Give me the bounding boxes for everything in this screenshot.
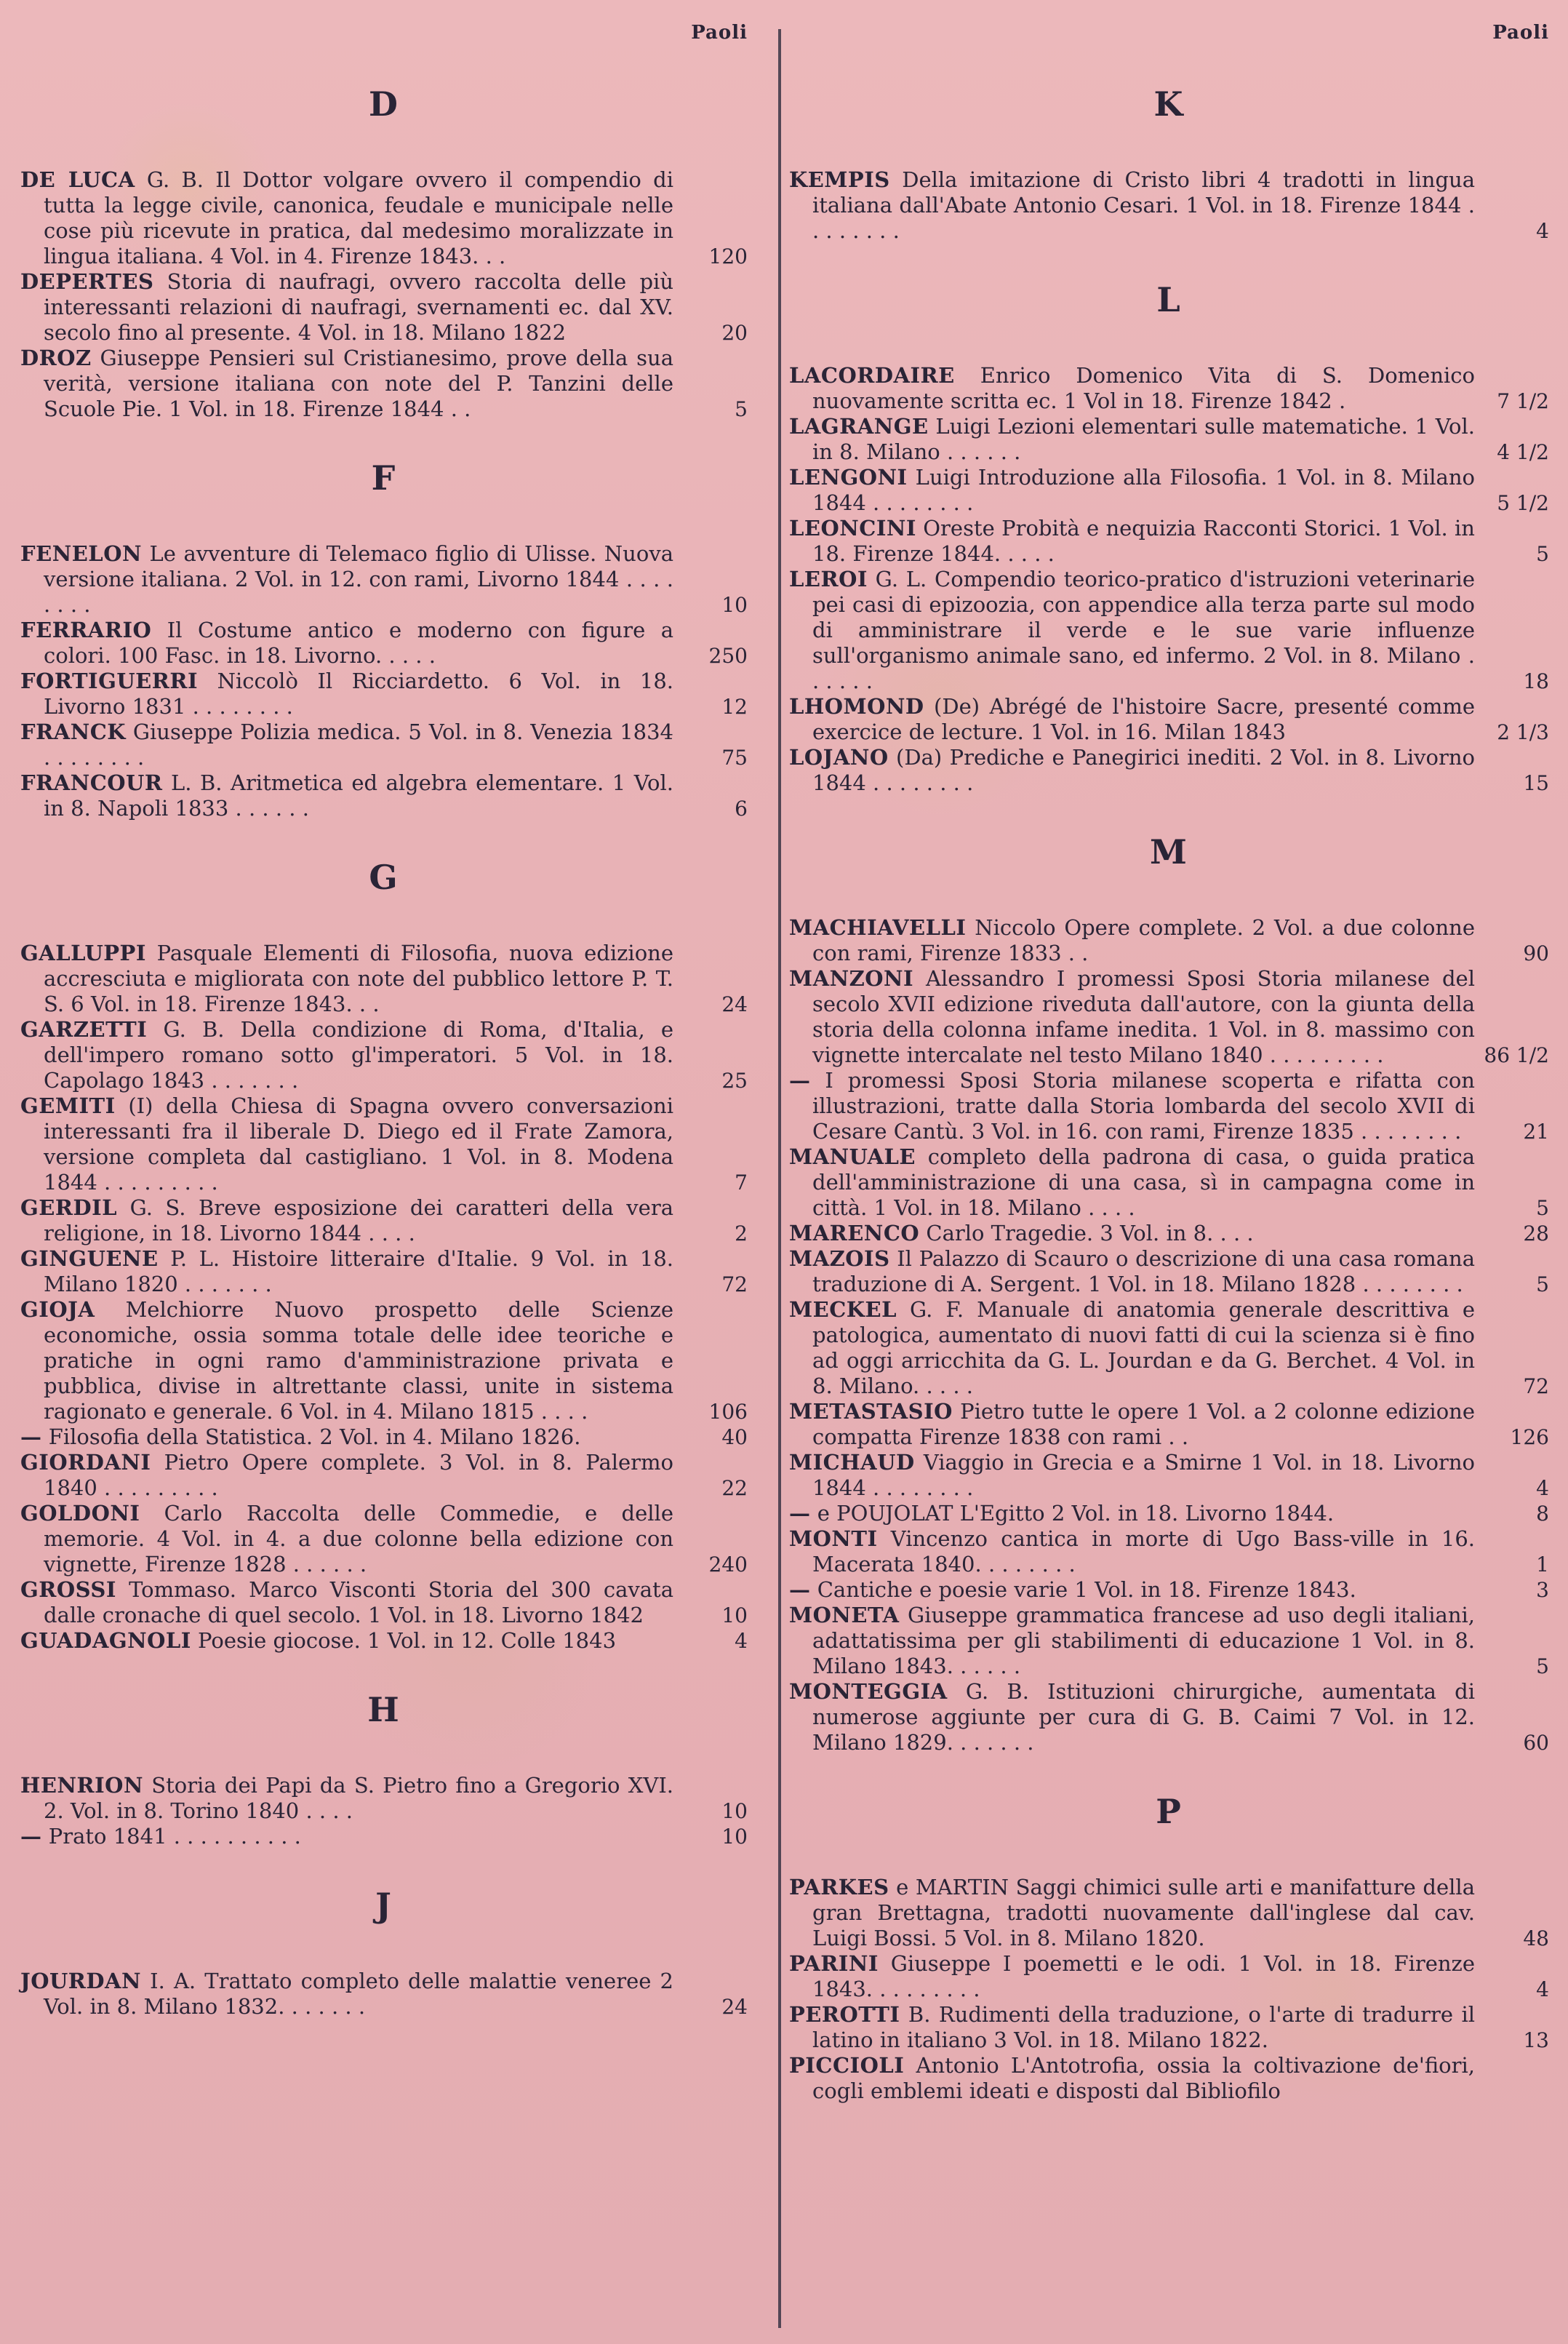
entry-author: METASTASIO [789, 1399, 953, 1424]
entry-text: Giuseppe Polizia medica. 5 Vol. in 8. Venezia 1834 . . . . . . . . [44, 719, 673, 770]
price-column-header-right: Paoli [1492, 22, 1549, 44]
catalog-entry [789, 1501, 1549, 1526]
entry-price: 4 [735, 1629, 748, 1653]
catalog-entry [20, 167, 748, 269]
section-g [20, 858, 748, 1654]
entry-text: Giuseppe Pensieri sul Cristianesimo, prove della sua verità, versione italiana con note del P. Tanzini delle Scuole Pie. 1 Vol. in 18. Firenze 1844 . . [44, 346, 673, 421]
entry-description [789, 966, 1475, 1068]
entry-text: completo della padrona di casa, o guida pratica dell'amministrazione di una casa, sì in campagna come in città. 1 Vol. in 18. Milano . . . . [812, 1144, 1475, 1220]
entry-description [789, 414, 1475, 465]
entry-author: DEPERTES [20, 269, 154, 294]
entry-description [789, 2002, 1475, 2053]
section-letter: M [1150, 832, 1188, 872]
entry-description [20, 1501, 673, 1577]
entry-price: 5 1/2 [1497, 491, 1549, 515]
catalog-entry [20, 1017, 748, 1093]
entry-description [789, 1450, 1475, 1501]
entry-text: Pietro tutte le opere 1 Vol. a 2 colonne edizione compatta Firenze 1838 con rami . . [812, 1399, 1475, 1449]
section-l [789, 280, 1549, 796]
catalog-entry [789, 1526, 1549, 1577]
entry-description [20, 1773, 673, 1824]
entry-text: Cantiche e poesie varie 1 Vol. in 18. Firenze 1843. [810, 1577, 1356, 1602]
entry-text: G. F. Manuale di anatomia generale descrittiva e patologica, aumentato di nuovi fatti di cui la scienza si è fino ad oggi arricchita da G. L. Jourdan e da G. Berchet. 4 Vol. in 8. Milano. . . . . [812, 1297, 1475, 1398]
entry-price: 250 [708, 644, 748, 668]
catalog-entry [789, 1951, 1549, 2002]
entry-author: MICHAUD [789, 1450, 915, 1475]
entry-author: FRANCOUR [20, 770, 163, 795]
entry-text: Giuseppe I poemetti e le odi. 1 Vol. in 18. Firenze 1843. . . . . . . . . [812, 1951, 1475, 2001]
right-column [789, 22, 1549, 2104]
entry-text: Il Costume antico e moderno con figure a colori. 100 Fasc. in 18. Livorno. . . . . [44, 618, 673, 668]
entry-author: LAGRANGE [789, 414, 929, 439]
section-letter: L [1156, 280, 1182, 319]
section-letter: K [1153, 84, 1185, 124]
entry-author: GEMITI [20, 1093, 116, 1118]
entry-author: LOJANO [789, 745, 889, 770]
entry-text: Viaggio in Grecia e a Smirne 1 Vol. in 18. Livorno 1844 . . . . . . . . [812, 1450, 1475, 1500]
catalog-entry [20, 1424, 748, 1450]
catalog-entry [20, 1824, 748, 1849]
entry-description [789, 1246, 1475, 1297]
entry-description [789, 1526, 1475, 1577]
entry-text: Antonio L'Antotrofia, ossia la coltivazione de'fiori, cogli emblemi ideati e disposti dal Bibliofilo [812, 2053, 1475, 2103]
entry-text: Pasquale Elementi di Filosofia, nuova edizione accresciuta e migliorata con note del pubblico lettore P. T. S. 6 Vol. in 18. Firenze 1843. . . [44, 941, 673, 1016]
entry-description [789, 1875, 1475, 1951]
entry-description [789, 2053, 1475, 2104]
entry-author: MACHIAVELLI [789, 915, 967, 940]
catalog-entry [789, 745, 1549, 796]
entry-price: 10 [721, 1825, 748, 1849]
entry-author: — [789, 1577, 811, 1602]
entry-author: GERDIL [20, 1195, 118, 1220]
section-letter: G [369, 858, 399, 897]
section-d [20, 84, 748, 422]
entry-author: — [20, 1824, 42, 1849]
entry-description [20, 167, 673, 269]
entry-author: MONTI [789, 1526, 878, 1551]
catalog-entry [789, 1297, 1549, 1399]
entry-price: 8 [1536, 1502, 1549, 1526]
entry-price: 5 [1536, 1196, 1549, 1220]
entry-text: e POUJOLAT L'Egitto 2 Vol. in 18. Livorno 1844. [810, 1501, 1335, 1526]
catalog-entry [20, 1297, 748, 1424]
entry-price: 5 [735, 397, 748, 421]
entry-price: 2 1/3 [1497, 720, 1549, 744]
entry-text: (Da) Prediche e Panegirici inediti. 2 Vol. in 8. Livorno 1844 . . . . . . . . [812, 745, 1475, 795]
entry-text: Enrico Domenico Vita di S. Domenico nuovamente scritta ec. 1 Vol in 18. Firenze 1842 . [812, 363, 1475, 413]
entry-price: 126 [1510, 1425, 1549, 1449]
entry-text: Melchiorre Nuovo prospetto delle Scienze economiche, ossia somma totale delle idee teoriche e pratiche in ogni ramo d'amministrazione privata e pubblica, divise in altrettante classi, unite in sistema ragionato e generale. 6 Vol. in 4. Milano 1815 . . . . [44, 1297, 673, 1424]
entry-text: I promessi Sposi Storia milanese scoperta e rifatta con illustrazioni, tratte dalla Storia lombarda del secolo XVII di Cesare Cantù. 3 Vol. in 16. con rami, Firenze 1835 . . . . . . . . [810, 1068, 1475, 1144]
entry-author: MANZONI [789, 966, 914, 991]
entry-price: 5 [1536, 542, 1549, 566]
entry-author: FENELON [20, 541, 142, 566]
entry-description [789, 1577, 1475, 1603]
entry-price: 10 [721, 1603, 748, 1627]
entry-description [20, 1017, 673, 1093]
entry-price: 5 [1536, 1654, 1549, 1678]
entry-text: L. B. Aritmetica ed algebra elementare. 1 Vol. in 8. Napoli 1833 . . . . . . [44, 770, 673, 821]
section-f [20, 458, 748, 821]
section-m [789, 832, 1549, 1755]
entry-author: FRANCK [20, 719, 126, 744]
catalog-entry [20, 719, 748, 770]
entry-author: GARZETTI [20, 1017, 148, 1042]
catalog-entry [20, 1773, 748, 1824]
entry-text: G. S. Breve esposizione dei caratteri della vera religione, in 18. Livorno 1844 . . . . [44, 1195, 673, 1245]
entry-description [789, 915, 1475, 966]
entry-description [20, 1969, 673, 2020]
entry-author: — [789, 1501, 811, 1526]
entry-author: PEROTTI [789, 2002, 900, 2027]
entry-price: 4 [1536, 1476, 1549, 1500]
catalog-entry [20, 669, 748, 719]
entry-price: 20 [721, 321, 748, 345]
entry-description [789, 1399, 1475, 1450]
entry-price: 86 1/2 [1484, 1043, 1549, 1067]
entry-author: PARINI [789, 1951, 879, 1976]
entry-text: Della imitazione di Cristo libri 4 tradotti in lingua italiana dall'Abate Antonio Cesari. 1 Vol. in 18. Firenze 1844 . . . . . . . . [812, 167, 1475, 243]
entry-author: GOLDONI [20, 1501, 140, 1526]
entry-price: 1 [1536, 1552, 1549, 1576]
entry-text: G. B. Della condizione di Roma, d'Italia, e dell'impero romano sotto gl'imperatori. 5 Vol. in 18. Capolago 1843 . . . . . . . [44, 1017, 673, 1093]
catalog-entry [20, 346, 748, 422]
entry-price: 15 [1523, 771, 1549, 795]
entry-description [20, 669, 673, 719]
entry-author: — [20, 1424, 42, 1449]
entry-description [20, 1577, 673, 1628]
entry-author: PICCIOLI [789, 2053, 905, 2078]
entry-description [789, 1297, 1475, 1399]
entry-author: LHOMOND [789, 694, 924, 719]
entry-author: FORTIGUERRI [20, 669, 199, 693]
entry-price: 3 [1536, 1578, 1549, 1602]
entry-price: 12 [721, 695, 748, 719]
entry-price: 21 [1523, 1120, 1549, 1144]
catalog-entry [20, 1195, 748, 1246]
section-p [789, 1792, 1549, 2104]
section-letter: F [371, 458, 397, 498]
entry-description [789, 1144, 1475, 1221]
entry-description [20, 1297, 673, 1424]
entry-text: e MARTIN Saggi chimici sulle arti e manifatture della gran Brettagna, tradotti nuovamente dall'inglese dal cav. Luigi Bossi. 5 Vol. in 8. Milano 1820. [812, 1875, 1475, 1950]
entry-price: 4 [1536, 219, 1549, 243]
catalog-entry [20, 1969, 748, 2020]
entry-text: Le avventure di Telemaco figlio di Ulisse. Nuova versione italiana. 2 Vol. in 12. con rami, Livorno 1844 . . . . . . . . [44, 541, 673, 617]
catalog-entry [789, 2053, 1549, 2104]
catalog-entry [20, 269, 748, 346]
entry-author: DE LUCA [20, 167, 135, 192]
entry-author: MONETA [789, 1603, 900, 1627]
catalog-entry [789, 966, 1549, 1068]
entry-text: Alessandro I promessi Sposi Storia milanese del secolo XVII edizione riveduta dall'autore, con la giunta della storia della colonna infame inedita. 1 Vol. in 8. massimo con vignette intercalate nel testo Milano 1840 . . . . . . . . . [812, 966, 1475, 1067]
catalog-entry [789, 1603, 1549, 1679]
catalog-entry [789, 1450, 1549, 1501]
entry-text: Carlo Raccolta delle Commedie, e delle memorie. 4 Vol. in 4. a due colonne bella edizione con vignette, Firenze 1828 . . . . . . [44, 1501, 673, 1576]
entry-text: Niccolò Il Ricciardetto. 6 Vol. in 18. Livorno 1831 . . . . . . . . [44, 669, 673, 719]
entry-text: Vincenzo cantica in morte di Ugo Bass-ville in 16. Macerata 1840. . . . . . . . [812, 1526, 1475, 1576]
entry-text: Filosofia della Statistica. 2 Vol. in 4. Milano 1826. [41, 1424, 581, 1449]
entry-text: Pietro Opere complete. 3 Vol. in 8. Palermo 1840 . . . . . . . . . [44, 1450, 673, 1500]
entry-description [789, 465, 1475, 516]
entry-author: HENRION [20, 1773, 143, 1798]
entry-description [20, 541, 673, 618]
entry-text: Prato 1841 . . . . . . . . . . [41, 1824, 301, 1849]
entry-price: 40 [721, 1425, 748, 1449]
entry-price: 72 [721, 1272, 748, 1296]
entry-text: G. L. Compendio teorico-pratico d'istruzioni veterinarie pei casi di epizoozia, con appendice alla terza parte sul modo di amministrare il verde e le sue varie influenze sull'organismo animale sano, ed infermo. 2 Vol. in 8. Milano . . . . . . [812, 567, 1475, 693]
entry-description [789, 516, 1475, 567]
section-letter: J [375, 1886, 393, 1925]
entry-price: 25 [721, 1069, 748, 1093]
entry-author: MONTEGGIA [789, 1679, 948, 1704]
price-column-header-left: Paoli [691, 22, 748, 44]
entry-author: PARKES [789, 1875, 889, 1899]
entry-author: GUADAGNOLI [20, 1628, 191, 1653]
entry-description [789, 167, 1475, 244]
entry-description [20, 941, 673, 1017]
right-sections [789, 84, 1549, 2104]
catalog-entry [20, 1628, 748, 1654]
catalog-entry [789, 167, 1549, 244]
catalog-entry [20, 941, 748, 1017]
entry-description [20, 1450, 673, 1501]
entry-text: Oreste Probità e nequizia Racconti Storici. 1 Vol. in 18. Firenze 1844. . . . . [812, 516, 1475, 566]
entry-description [789, 567, 1475, 694]
entry-description [20, 269, 673, 346]
entry-text: Tommaso. Marco Visconti Storia del 300 cavata dalle cronache di quel secolo. 1 Vol. in 18. Livorno 1842 [44, 1577, 673, 1627]
catalog-entry [789, 414, 1549, 465]
entry-text: Niccolo Opere complete. 2 Vol. a due colonne con rami, Firenze 1833 . . [812, 915, 1475, 965]
entry-price: 10 [721, 593, 748, 617]
entry-author: GIOJA [20, 1297, 95, 1322]
entry-author: LACORDAIRE [789, 363, 955, 388]
entry-author: MAZOIS [789, 1246, 890, 1271]
entry-author: JOURDAN [20, 1969, 142, 1993]
catalog-entry [789, 1875, 1549, 1951]
entry-author: MANUALE [789, 1144, 916, 1169]
entry-text: Carlo Tragedie. 3 Vol. in 8. . . . [919, 1221, 1254, 1245]
entry-price: 106 [708, 1400, 748, 1424]
entry-price: 6 [735, 797, 748, 821]
entry-description [789, 694, 1475, 745]
catalog-entry [789, 465, 1549, 516]
catalog-entry [20, 1501, 748, 1577]
entry-description [789, 1679, 1475, 1755]
entry-description [789, 745, 1475, 796]
entry-price: 24 [721, 992, 748, 1016]
entry-text: Storia di naufragi, ovvero raccolta delle più interessanti relazioni di naufragi, svernamenti ec. dal XV. secolo fino al presente. 4 Vol. in 18. Milano 1822 [44, 269, 673, 345]
entry-price: 28 [1523, 1221, 1549, 1245]
entry-text: Storia dei Papi da S. Pietro fino a Gregorio XVI. 2. Vol. in 8. Torino 1840 . . . . [44, 1773, 673, 1823]
section-h [20, 1690, 748, 1849]
entry-description [789, 1603, 1475, 1679]
catalog-entry [789, 516, 1549, 567]
entry-price: 13 [1523, 2028, 1549, 2052]
entry-description [20, 1195, 673, 1246]
entry-author: GINGUENE [20, 1246, 159, 1271]
entry-price: 60 [1523, 1731, 1549, 1755]
entry-text: Giuseppe grammatica francese ad uso degli italiani, adattatissima per gli stabilimenti di educazione 1 Vol. in 8. Milano 1843. . . . . . [812, 1603, 1475, 1678]
entry-author: GIORDANI [20, 1450, 151, 1475]
entry-price: 120 [708, 244, 748, 268]
catalog-entry [789, 1246, 1549, 1297]
catalog-entry [789, 2002, 1549, 2053]
section-letter: H [367, 1690, 401, 1729]
entry-description [789, 1951, 1475, 2002]
column-divider [778, 29, 781, 2328]
entry-description [20, 346, 673, 422]
entry-author: LEROI [789, 567, 868, 591]
catalog-entry [20, 770, 748, 821]
entry-text: (De) Abrégé de l'histoire Sacre, presenté comme exercice de lecture. 1 Vol. in 16. Milan 1843 [812, 694, 1475, 744]
entry-text: Luigi Lezioni elementari sulle matematiche. 1 Vol. in 8. Milano . . . . . . [812, 414, 1475, 464]
entry-author: MECKEL [789, 1297, 897, 1322]
entry-price: 75 [721, 746, 748, 770]
entry-author: LENGONI [789, 465, 908, 490]
entry-author: — [789, 1068, 811, 1093]
entry-text: B. Rudimenti della traduzione, o l'arte di tradurre il latino in italiano 3 Vol. in 18. Milano 1822. [812, 2002, 1475, 2052]
catalog-entry [789, 1679, 1549, 1755]
entry-author: GALLUPPI [20, 941, 146, 965]
entry-price: 90 [1523, 941, 1549, 965]
entry-author: FERRARIO [20, 618, 152, 642]
entry-description [20, 1628, 673, 1654]
entry-price: 48 [1523, 1926, 1549, 1950]
entry-price: 4 [1536, 1977, 1549, 2001]
entry-description [20, 1424, 673, 1450]
entry-description [20, 618, 673, 669]
catalog-entry [789, 567, 1549, 694]
entry-author: DROZ [20, 346, 92, 370]
entry-price: 5 [1536, 1272, 1549, 1296]
entry-description [20, 719, 673, 770]
entry-price: 7 1/2 [1497, 389, 1549, 413]
entry-text: Poesie giocose. 1 Vol. in 12. Colle 1843 [191, 1628, 617, 1653]
entry-description [20, 1824, 673, 1849]
entry-price: 72 [1523, 1374, 1549, 1398]
section-j [20, 1886, 748, 2020]
entry-author: KEMPIS [789, 167, 890, 192]
left-sections [20, 84, 748, 2020]
entry-description [789, 363, 1475, 414]
entry-price: 7 [735, 1171, 748, 1195]
catalog-entry [20, 1577, 748, 1628]
catalog-entry [20, 541, 748, 618]
catalog-entry [20, 1450, 748, 1501]
entry-description [789, 1221, 1475, 1246]
entry-text: G. B. Il Dottor volgare ovvero il compendio di tutta la legge civile, canonica, feudale e municipale nelle cose più ricevute in pratica, dal medesimo moralizzate in lingua italiana. 4 Vol. in 4. Firenze 1843. . . [44, 167, 673, 268]
entry-author: LEONCINI [789, 516, 916, 541]
catalog-entry [789, 915, 1549, 966]
entry-text: G. B. Istituzioni chirurgiche, aumentata di numerose aggiunte per cura di G. B. Caimi 7 Vol. in 12. Milano 1829. . . . . . . [812, 1679, 1475, 1755]
entry-price: 4 1/2 [1497, 440, 1549, 464]
entry-description [20, 1246, 673, 1297]
entry-price: 240 [708, 1552, 748, 1576]
entry-price: 22 [721, 1476, 748, 1500]
catalog-entry [789, 1144, 1549, 1221]
entry-description [20, 1093, 673, 1195]
catalog-entry [789, 1221, 1549, 1246]
entry-text: Luigi Introduzione alla Filosofia. 1 Vol. in 8. Milano 1844 . . . . . . . . [812, 465, 1475, 515]
catalog-entry [20, 1246, 748, 1297]
entry-description [789, 1501, 1475, 1526]
catalog-entry [789, 694, 1549, 745]
left-column [20, 22, 748, 2020]
entry-text: I. A. Trattato completo delle malattie veneree 2 Vol. in 8. Milano 1832. . . . . . . [44, 1969, 673, 2019]
catalog-entry [789, 363, 1549, 414]
catalog-entry [789, 1399, 1549, 1450]
entry-text: Il Palazzo di Scauro o descrizione di una casa romana traduzione di A. Sergent. 1 Vol. in 18. Milano 1828 . . . . . . . . [812, 1246, 1475, 1296]
catalog-entry [789, 1068, 1549, 1144]
section-letter: D [369, 84, 399, 124]
entry-price: 10 [721, 1799, 748, 1823]
entry-author: MARENCO [789, 1221, 920, 1245]
catalog-entry [20, 618, 748, 669]
entry-text: P. L. Histoire litteraire d'Italie. 9 Vol. in 18. Milano 1820 . . . . . . . [44, 1246, 673, 1296]
entry-price: 24 [721, 1995, 748, 2019]
entry-text: (I) della Chiesa di Spagna ovvero conversazioni interessanti fra il liberale D. Diego ed il Frate Zamora, versione completa dal castigliano. 1 Vol. in 8. Modena 1844 . . . . . . . . . [44, 1093, 673, 1195]
entry-description [789, 1068, 1475, 1144]
entry-price: 18 [1523, 669, 1549, 693]
entry-author: GROSSI [20, 1577, 116, 1602]
entry-description [20, 770, 673, 821]
section-letter: P [1156, 1792, 1183, 1831]
section-k [789, 84, 1549, 244]
entry-price: 2 [735, 1221, 748, 1245]
catalog-entry [789, 1577, 1549, 1603]
catalog-entry [20, 1093, 748, 1195]
